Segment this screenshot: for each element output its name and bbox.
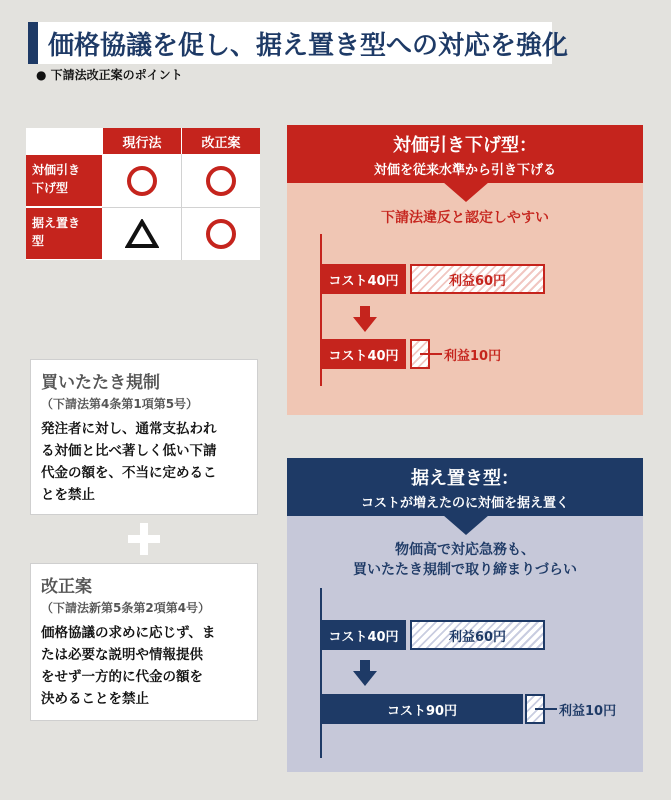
revised-law-body <box>41 622 247 710</box>
current-law-body <box>41 418 247 506</box>
body-line: 決めることを禁止 <box>41 691 149 707</box>
reduction-before-profit-bar: 利益60円 <box>410 264 545 294</box>
reduction-before-cost-bar: コスト40円 <box>321 264 406 294</box>
freeze-before-cost-bar: コスト40円 <box>321 620 406 650</box>
table-corner <box>26 128 102 154</box>
cell-reduction-revised <box>182 155 260 206</box>
body-line: たは必要な説明や情報提供 <box>41 647 203 663</box>
table-row-header-reduction <box>26 155 102 206</box>
plus-icon <box>128 523 160 555</box>
table-row-header-freeze <box>26 208 102 259</box>
row-label-line1: 据え置き <box>32 216 81 230</box>
freeze-after-profit-label: 利益10円 <box>559 704 617 719</box>
current-law-title: 買いたたき規制 <box>41 373 160 393</box>
body-line: とを禁止 <box>41 487 95 503</box>
cell-freeze-current <box>103 208 181 259</box>
body-line: る対価と比べ著しく低い下請 <box>41 443 217 459</box>
freeze-heading: 据え置き型： <box>411 468 519 489</box>
revised-law-title: 改正案 <box>41 577 92 597</box>
freeze-after-cost-bar: コスト90円 <box>321 694 523 724</box>
row-label-line2: 下げ型 <box>32 181 69 195</box>
row-label-line1: 対価引き <box>32 163 81 177</box>
leader-line <box>420 353 442 355</box>
reduction-after-cost-bar: コスト40円 <box>321 339 406 369</box>
body-line: をせず一方的に代金の額を <box>41 669 203 685</box>
table-divider <box>102 207 260 208</box>
revised-law-box <box>30 563 258 721</box>
circle-icon <box>206 166 236 196</box>
table-header-revised: 改正案 <box>182 128 260 154</box>
body-line: 代金の額を、不当に定めるこ <box>41 465 217 481</box>
freeze-message <box>287 540 643 580</box>
table-header-current: 現行法 <box>103 128 181 154</box>
title-bar <box>28 22 569 64</box>
row-label-line2: 型 <box>32 234 45 248</box>
freeze-panel-header <box>287 458 643 516</box>
reduction-subheading: 対価を従来水準から引き下げる <box>373 163 556 178</box>
arrow-down-icon <box>353 660 377 686</box>
freeze-subheading: コストが増えたのに対価を据え置く <box>360 496 569 511</box>
body-line: 発注者に対し、通常支払われ <box>41 421 217 437</box>
revised-law-ref: （下請法新第5条第2項第4号） <box>41 601 211 615</box>
cell-freeze-revised <box>182 208 260 259</box>
current-law-box <box>30 359 258 515</box>
reduction-after-profit-label: 利益10円 <box>444 349 502 364</box>
leader-line <box>535 708 557 710</box>
freeze-before-profit-bar: 利益60円 <box>410 620 545 650</box>
reduction-heading: 対価引き下げ型： <box>393 135 537 156</box>
page-subtitle: ● 下請法改正案のポイント <box>36 68 183 82</box>
page-title: 価格協議を促し、据え置き型への対応を強化 <box>48 30 569 61</box>
circle-icon <box>206 219 236 249</box>
freeze-message-line1: 物価高で対応急務も、 <box>395 542 535 558</box>
circle-icon <box>127 166 157 196</box>
current-law-ref: （下請法第4条第1項第5号） <box>41 397 199 411</box>
cell-reduction-current <box>103 155 181 206</box>
arrow-down-icon <box>443 515 489 535</box>
arrow-down-icon <box>353 306 377 332</box>
arrow-down-icon <box>443 182 489 202</box>
freeze-axis <box>320 588 322 758</box>
triangle-icon <box>125 219 159 249</box>
body-line: 価格協議の求めに応じず、ま <box>41 625 216 641</box>
freeze-message-line2: 買いたたき規制で取り締まりづらい <box>353 562 577 578</box>
reduction-panel-header <box>287 125 643 183</box>
reduction-message: 下請法違反と認定しやすい <box>381 210 549 226</box>
comparison-table <box>26 128 260 260</box>
